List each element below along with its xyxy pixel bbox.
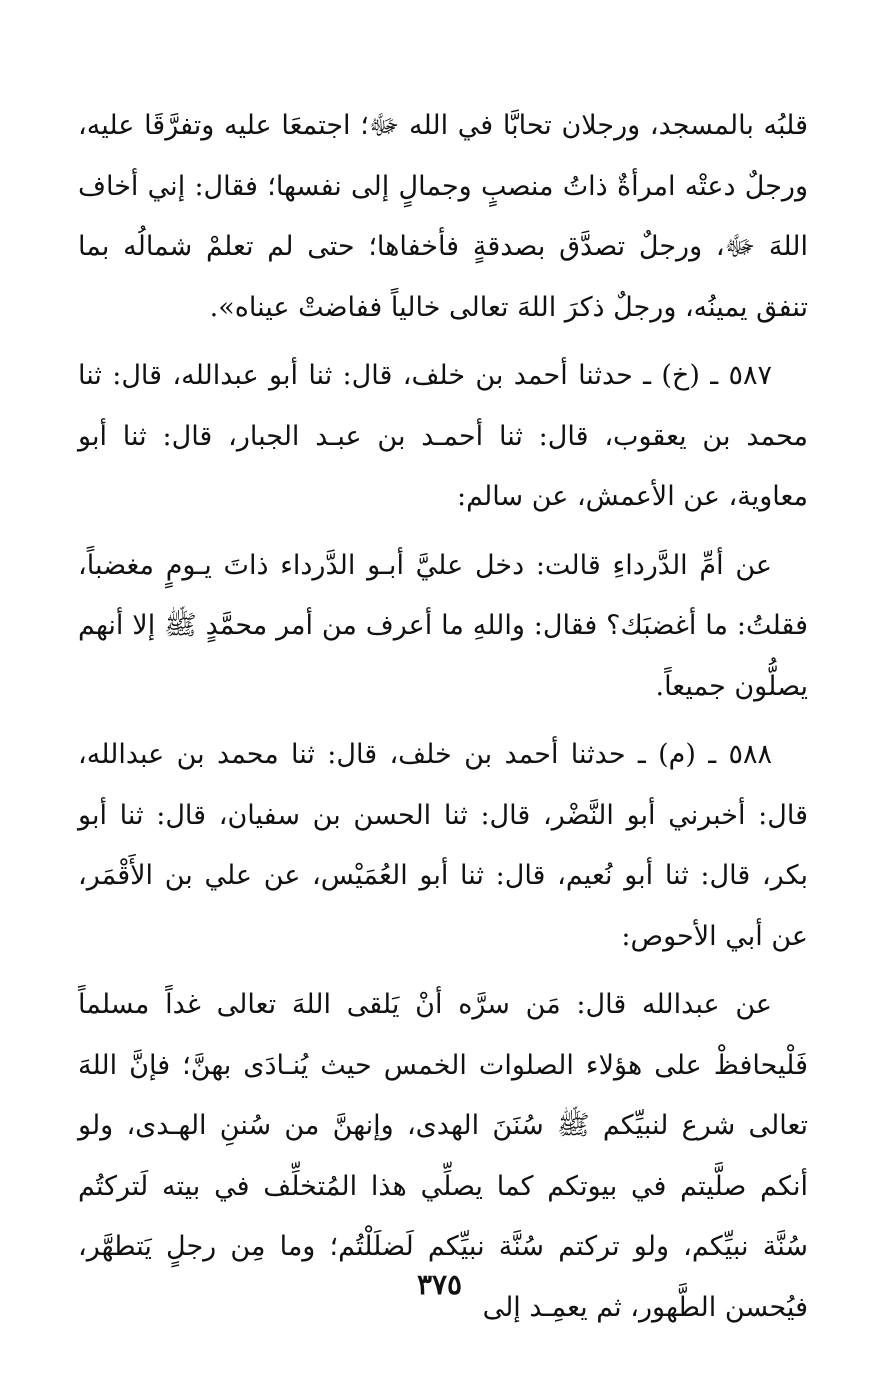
paragraph-isnad-588: ٥٨٨ ـ (م) ـ حدثنا أحمد بن خلف، قال: ثنا محمد بن عبدالله، قال: أخبرني أبو النَّضْر، قال: ثنا الحسن بن سفيان، قال: ثنا أبو بكر، قال: ثنا أبو نُعيم، قال: ثنا أبو العُمَيْس، عن علي بن الأَقْمَر، عن أبي الأحوص: — [78, 739, 808, 952]
page-number: ٣٧٥ — [416, 1268, 463, 1301]
page-body — [78, 96, 808, 1338]
paragraph-continuation: قلبُه بالمسجد، ورجلان تحابَّا في الله ﷻ؛ اجتمعَا عليه وتفرَّقَا عليه، ورجلٌ دعتْه امرأةٌ ذاتُ منصبٍ وجمالٍ إلى نفسها؛ فقال: إني أخاف اللهَ ﷻ، ورجلٌ تصدَّق بصدقةٍ فأخفاها؛ حتى لم تعلمْ شمالُه بما تنفق يمينُه، ورجلٌ ذكرَ اللهَ تعالى خالياً ففاضتْ عيناه». — [78, 110, 808, 323]
paragraph-isnad-587: ٥٨٧ ـ (خ) ـ حدثنا أحمد بن خلف، قال: ثنا أبو عبدالله، قال: ثنا محمد بن يعقوب، قال: ثنا أحمـد بن عبـد الجبار، قال: ثنا أبو معاوية، عن الأعمش، عن سالم: — [78, 360, 808, 512]
paragraph-matn-588: عن عبدالله قال: مَن سرَّه أنْ يَلقى اللهَ تعالى غداً مسلماً فَلْيحافظْ على هؤلاء الصلوات الخمس حيث يُنـادَى بهنَّ؛ فإنَّ اللهَ تعالى شرع لنبيِّكم ﷺ سُنَنَ الهدى، وإنهنَّ من سُننِ الهـدى، ولو أنكم صلَّيتم في بيوتكم كما يصلِّي هذا المُتخلِّف في بيته لَتركتُم سُنَّة نبيِّكم، ولو تركتم سُنَّة نبيِّكم لَضلَلْتُم؛ وما مِن رجلٍ يَتطهَّر، فيُحسن الطَّهور، ثم يعمِـد إلى — [78, 989, 808, 1323]
paragraph-matn-587: عن أمِّ الدَّرداءِ قالت: دخل عليَّ أبـو الدَّرداء ذاتَ يـومٍ مغضباً، فقلتُ: ما أغضبَك؟ فقال: واللهِ ما أعرف من أمر محمَّدٍ ﷺ إلا أنهم يصلُّون جميعاً. — [78, 549, 808, 702]
